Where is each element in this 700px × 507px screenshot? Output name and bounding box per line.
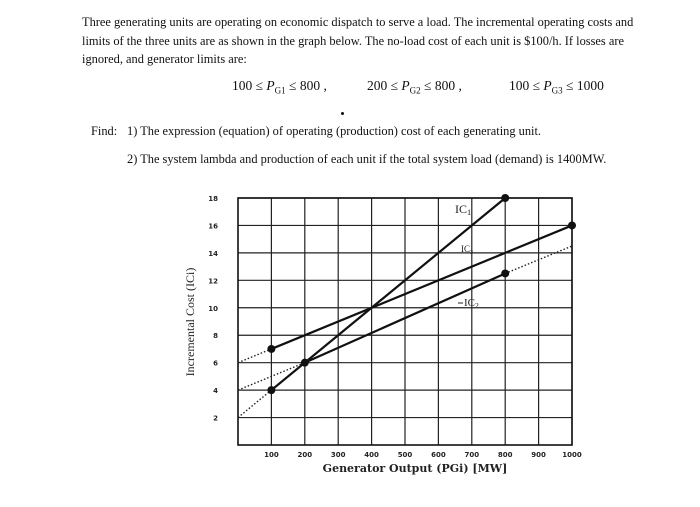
y-tick-label-4: 4 [213,387,218,396]
y-tick-label-12: 12 [208,277,218,286]
x-tick-label-900: 900 [531,451,546,459]
x-tick-label-700: 700 [464,451,480,459]
endpoint-ic3-1 [568,221,576,229]
series-label-ic2: IC2 [464,297,479,310]
chart-grid [238,198,572,445]
y-tick-label-6: 6 [213,359,218,368]
y-tick-label-16: 16 [208,222,218,231]
limit-g3: $100 \le P_{G3} \le 1000$ [509,78,604,96]
y-tick-label-2: 2 [213,414,218,423]
limit-g1: $100 \le P_{G1} \le 800$ , [232,78,327,96]
series-endpoints [267,194,576,394]
limit-g2: $200 \le P_{G2} \le 800$ , [367,78,462,96]
question-1: 1) The expression (equation) of operating (production) cost of each generating unit. [127,124,542,138]
endpoint-ic3-0 [267,345,275,353]
y-tick-label-18: 18 [208,195,218,203]
series-lines [271,198,572,390]
x-tick-label-500: 500 [397,451,413,459]
x-tick-label-800: 800 [497,451,513,459]
tick-labels [208,195,582,459]
series-line-ic3 [271,225,572,349]
endpoint-ic2-1 [501,269,509,277]
y-tick-label-8: 8 [213,332,218,341]
x-tick-label-200: 200 [297,451,313,459]
find-label: Find: [91,124,118,138]
endpoint-ic2-0 [301,359,309,367]
endpoint-ic1-0 [267,386,275,394]
x-axis-label: Generator Output (PGi) [MW] [322,462,508,475]
x-tick-label-100: 100 [264,451,279,459]
x-tick-label-300: 300 [330,451,346,459]
question-2: 2) The system lambda and production of each unit if the total system load (demand) is 1400MW. [127,152,607,166]
x-tick-label-400: 400 [364,451,379,459]
x-tick-label-1000: 1000 [562,451,582,459]
series-label-ic1: IC1 [455,202,472,217]
y-tick-label-10: 10 [208,304,218,313]
dotted-ext-ic3-1 [238,349,271,363]
x-tick-label-600: 600 [431,451,446,459]
series-label-ic3: $IC_3$ [461,244,474,256]
y-axis-label: Incremental Cost (ICi) [183,267,197,377]
y-tick-label-14: 14 [208,249,218,258]
dotted-ext-ic1-0 [238,390,271,417]
endpoint-ic1-1 [501,194,509,202]
problem-statement: Three generating units are operating on economic dispatch to serve a load. The incremental operating costs and limits of the three units are as shown in the graph below. The no-load cost of each unit is $100/h. If losses are ignored, and generator limits are: [82,15,634,66]
